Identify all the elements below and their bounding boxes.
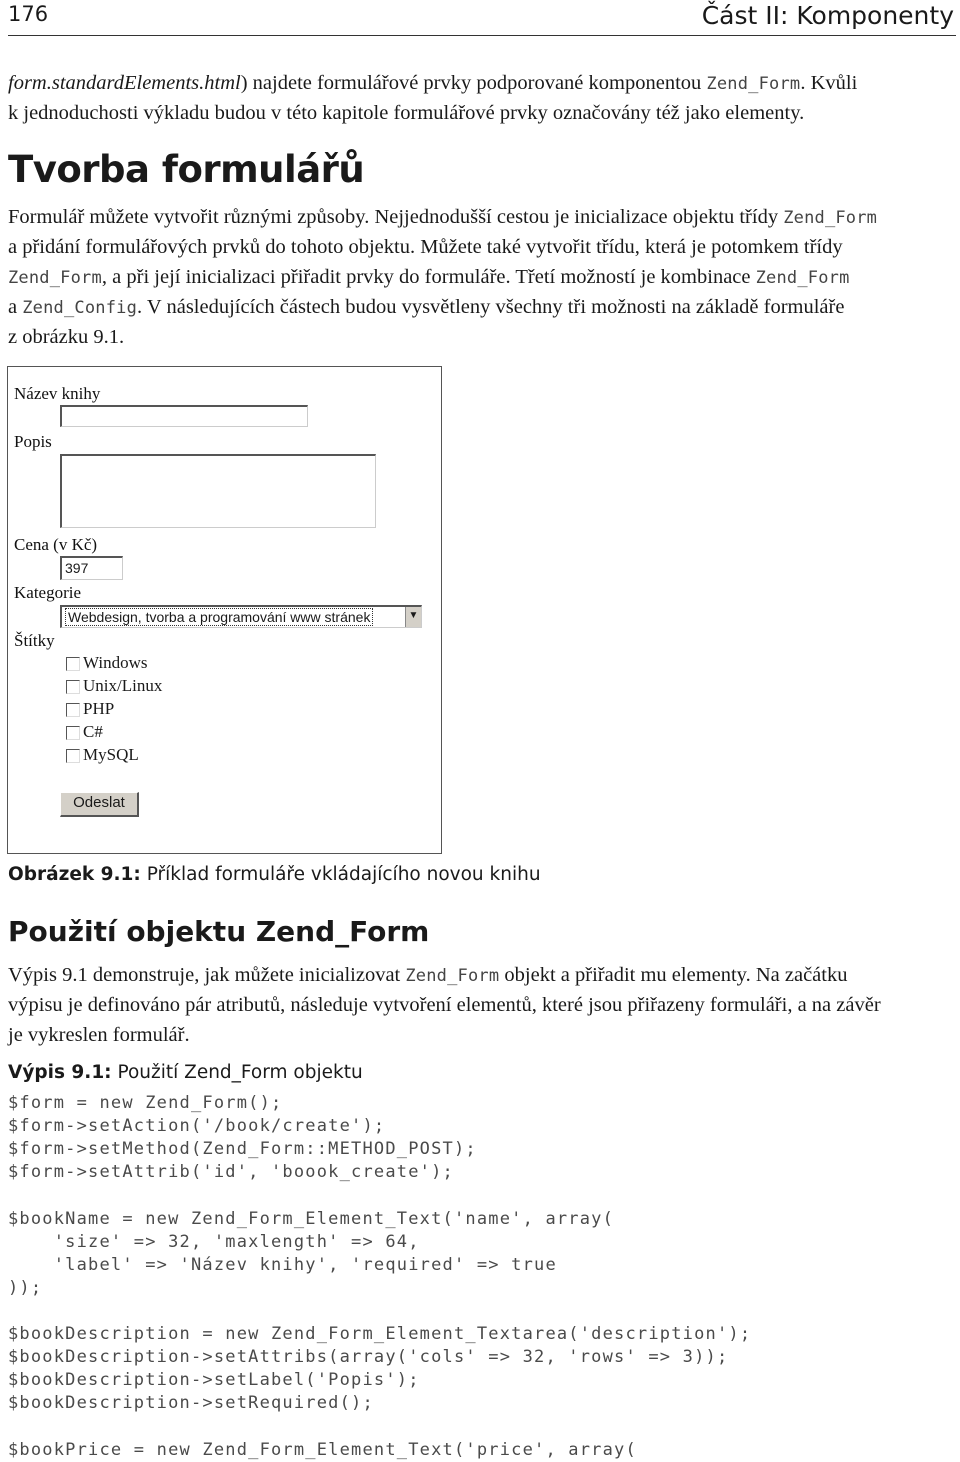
code-line: $bookDescription->setLabel('Popis'); xyxy=(8,1370,420,1391)
intro-code: Zend_Form xyxy=(706,74,801,94)
section1-line-1 xyxy=(8,202,958,233)
section-heading-zend-form: Použití objektu Zend_Form xyxy=(8,915,430,948)
listing-caption xyxy=(8,1062,363,1083)
code-line: $bookName = new Zend_Form_Element_Text('name', array( xyxy=(8,1208,615,1229)
form-figure xyxy=(7,366,442,854)
intro-text: ) najdete formulářové prvky podporované komponentou xyxy=(240,72,707,94)
figure-caption xyxy=(8,864,541,885)
text-run: výpisu je definováno pár atributů, následuje vytvoření elementů, které jsou přiřazeny formuláři, a na závěr xyxy=(8,994,881,1016)
inline-code: Zend_Form xyxy=(783,208,878,228)
tag-checkbox-windows[interactable] xyxy=(66,657,80,671)
section1-line-2 xyxy=(8,232,958,262)
code-line: $form->setAttrib('id', 'boook_create'); xyxy=(8,1162,454,1183)
text-run: a přidání formulářových prvků do tohoto objektu. Můžete také vytvořit třídu, která je potomkem třídy xyxy=(8,236,843,258)
text-run: Formulář můžete vytvořit různými způsoby. Nejjednodušší cestou je inicializace objektu třídy xyxy=(8,206,784,228)
inline-code: Zend_Form xyxy=(405,966,500,986)
tag-checkbox-csharp[interactable] xyxy=(66,726,80,740)
tag-label-php: PHP xyxy=(83,699,115,718)
part-title: Část II: Komponenty xyxy=(701,1,954,30)
category-label: Kategorie xyxy=(14,583,82,602)
figure-caption-text: Příklad formuláře vkládajícího novou knihu xyxy=(140,864,541,885)
intro-line-1 xyxy=(8,68,958,99)
tag-checkbox-php[interactable] xyxy=(66,703,80,717)
intro-filename: form.standardElements.html xyxy=(8,72,241,94)
text-run: . V následujících částech budou vysvětleny všechny tři možnosti na základě formuláře xyxy=(137,296,845,318)
chevron-down-icon[interactable]: ▼ xyxy=(405,607,421,627)
section-heading-tvorba: Tvorba formulářů xyxy=(8,148,365,191)
text-run: a xyxy=(8,296,23,318)
inline-code: Zend_Form xyxy=(755,268,850,288)
tag-label-mysql: MySQL xyxy=(83,745,139,764)
tag-checkbox-mysql[interactable] xyxy=(66,749,80,763)
price-input[interactable]: 397 xyxy=(60,556,123,580)
section2-line-1 xyxy=(8,960,958,991)
listing-caption-number: Výpis 9.1: xyxy=(8,1062,112,1083)
code-line: $form->setAction('/book/create'); xyxy=(8,1116,386,1137)
tag-label-windows: Windows xyxy=(83,653,148,672)
listing-caption-text: Použití Zend_Form objektu xyxy=(111,1062,363,1083)
description-textarea[interactable] xyxy=(60,454,376,528)
code-line: 'size' => 32, 'maxlength' => 64, xyxy=(8,1231,420,1252)
category-select[interactable] xyxy=(60,605,422,628)
section1-line-4 xyxy=(8,292,958,323)
section2-line-3 xyxy=(8,1020,958,1050)
code-line: $form = new Zend_Form(); xyxy=(8,1093,283,1113)
code-line: $form->setMethod(Zend_Form::METHOD_POST); xyxy=(8,1139,477,1160)
tag-label-csharp: C# xyxy=(83,722,103,741)
section1-line-5 xyxy=(8,322,958,352)
tag-checkbox-unix[interactable] xyxy=(66,680,80,694)
inline-code: Zend_Form xyxy=(8,268,102,288)
section1-line-3 xyxy=(8,262,958,293)
text-run: je vykreslen formulář. xyxy=(8,1024,190,1046)
name-label: Název knihy xyxy=(14,384,101,403)
page-number: 176 xyxy=(8,2,49,26)
category-selected-value: Webdesign, tvorba a programování www stránek xyxy=(65,608,373,626)
intro-text-end: . Kvůli xyxy=(800,72,858,94)
intro-line-2: k jednoduchosti výkladu budou v této kapitole formulářové prvky označovány též jako elementy. xyxy=(8,102,805,124)
description-label: Popis xyxy=(14,432,52,451)
tag-label-unix: Unix/Linux xyxy=(83,676,163,695)
figure-caption-number: Obrázek 9.1: xyxy=(8,864,141,885)
tags-label: Štítky xyxy=(14,631,55,650)
code-line: $bookPrice = new Zend_Form_Element_Text('price', array( xyxy=(8,1439,637,1460)
name-input[interactable] xyxy=(60,405,308,427)
text-run: , a při její inicializaci přiřadit prvky do formuláře. Třetí možností je kombinace xyxy=(101,266,756,288)
code-line: )); xyxy=(8,1277,43,1298)
code-line: 'label' => 'Název knihy', 'required' => true xyxy=(8,1254,557,1275)
submit-button[interactable]: Odeslat xyxy=(60,792,139,817)
section2-line-2 xyxy=(8,990,958,1020)
text-run: objekt a přiřadit mu elementy. Na začátku xyxy=(499,964,848,986)
code-line: $bookDescription = new Zend_Form_Element_Textarea('description'); xyxy=(8,1324,752,1344)
header-rule xyxy=(8,35,956,36)
price-label: Cena (v Kč) xyxy=(14,535,98,554)
text-run: Výpis 9.1 demonstruje, jak můžete inicializovat xyxy=(8,964,406,986)
inline-code: Zend_Config xyxy=(22,298,138,318)
code-line: $bookDescription->setRequired(); xyxy=(8,1393,374,1414)
text-run: z obrázku 9.1. xyxy=(8,326,125,348)
code-line: $bookDescription->setAttribs(array('cols' => 32, 'rows' => 3)); xyxy=(8,1347,729,1368)
